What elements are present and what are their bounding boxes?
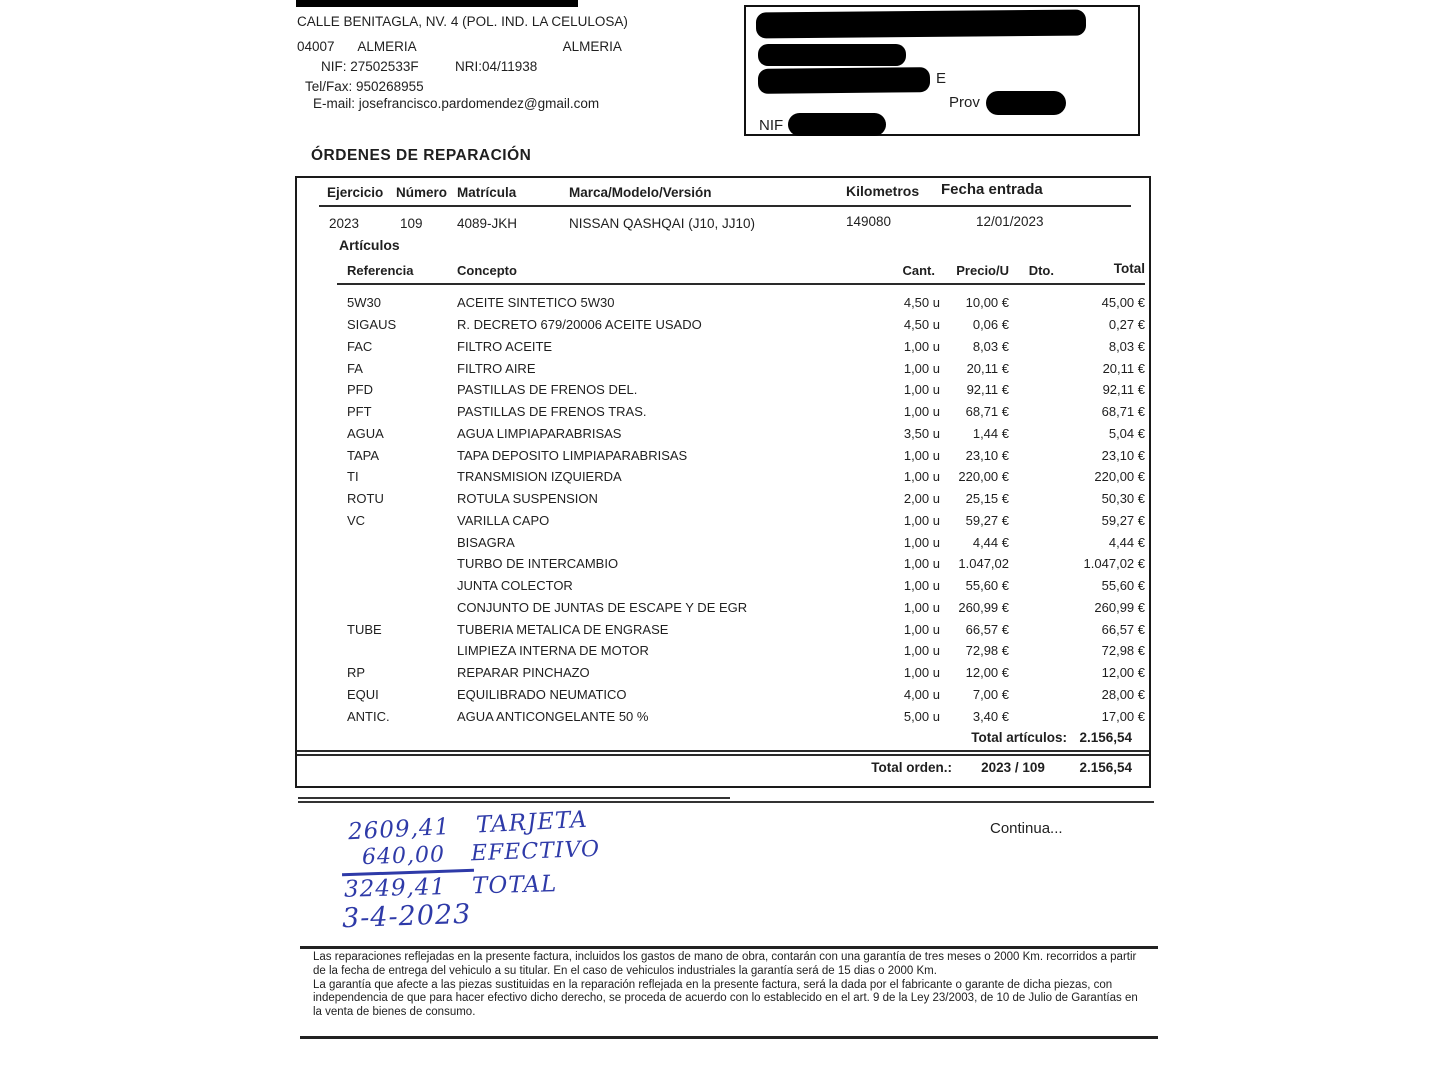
order-kilometros: 149080 xyxy=(846,214,892,229)
article-cant: 1,00 u xyxy=(903,338,940,354)
articles-header-precio: Precio/U xyxy=(956,263,1009,278)
article-row xyxy=(297,684,1149,706)
article-precio: 20,11 € xyxy=(966,360,1009,376)
divider xyxy=(297,750,1149,752)
redaction-bar xyxy=(758,67,930,94)
article-precio: 8,03 € xyxy=(972,338,1009,354)
article-total: 8,03 € xyxy=(1108,338,1145,354)
legal-text xyxy=(313,951,1145,1020)
article-ref: FA xyxy=(347,360,363,376)
article-concepto: PASTILLAS DE FRENOS DEL. xyxy=(457,382,638,398)
articles-header-concepto: Concepto xyxy=(457,263,517,278)
total-orden-value: 2.156,54 xyxy=(1079,760,1132,775)
article-precio: 3,40 € xyxy=(972,708,1009,724)
total-orden-label: Total orden.: xyxy=(871,760,952,775)
divider xyxy=(300,1036,1158,1039)
article-total: 17,00 € xyxy=(1101,708,1145,724)
articles-rows xyxy=(297,292,1149,727)
article-cant: 4,50 u xyxy=(903,295,940,311)
col-header-kilometros: Kilometros xyxy=(846,183,920,199)
article-concepto: JUNTA COLECTOR xyxy=(457,578,573,594)
article-cant: 1,00 u xyxy=(903,599,940,615)
article-row xyxy=(297,314,1149,336)
handwriting-label: TOTAL xyxy=(471,871,558,900)
article-ref: TUBE xyxy=(347,621,382,637)
total-articulos-value: 2.156,54 xyxy=(1079,730,1132,745)
handwriting-date: 3-4-2023 xyxy=(341,898,472,935)
repair-order-box xyxy=(295,176,1151,788)
page-title: ÓRDENES DE REPARACIÓN xyxy=(311,147,532,164)
article-total: 55,60 € xyxy=(1101,578,1145,594)
order-marca-modelo: NISSAN QASHQAI (J10, JJ10) xyxy=(569,216,756,231)
customer-nif-label: NIF xyxy=(759,117,784,134)
article-concepto: CONJUNTO DE JUNTAS DE ESCAPE Y DE EGR xyxy=(457,599,748,615)
nif-label: NIF: xyxy=(321,59,347,74)
article-row xyxy=(297,640,1149,662)
article-total: 220,00 € xyxy=(1094,469,1145,485)
article-total: 66,57 € xyxy=(1101,621,1145,637)
redaction-bar xyxy=(758,44,906,66)
article-precio: 55,60 € xyxy=(965,578,1009,594)
col-header-fecha-entrada: Fecha entrada xyxy=(941,181,1043,198)
article-concepto: ACEITE SINTETICO 5W30 xyxy=(457,295,615,311)
article-precio: 220,00 € xyxy=(958,469,1009,485)
shop-city: ALMERIA xyxy=(357,39,416,54)
handwriting-amount: 2609,41 xyxy=(347,813,451,846)
article-precio: 12,00 € xyxy=(965,665,1009,681)
continua-text: Continua... xyxy=(990,820,1063,837)
shop-postal-code: 04007 xyxy=(297,39,335,54)
article-concepto: TURBO DE INTERCAMBIO xyxy=(457,556,619,572)
article-cant: 3,50 u xyxy=(903,425,940,441)
customer-partial-letter: E xyxy=(936,70,947,87)
article-total: 0,27 € xyxy=(1108,317,1145,333)
article-cant: 1,00 u xyxy=(903,578,940,594)
article-precio: 4,44 € xyxy=(972,534,1009,550)
shop-city-row xyxy=(297,39,717,54)
redaction-bar xyxy=(788,113,886,136)
handwriting-label: EFECTIVO xyxy=(470,836,601,867)
article-concepto: EQUILIBRADO NEUMATICO xyxy=(457,686,627,702)
article-cant: 1,00 u xyxy=(903,360,940,376)
col-header-marca: Marca/Modelo/Versión xyxy=(569,185,712,200)
divider xyxy=(298,797,730,799)
article-concepto: FILTRO AIRE xyxy=(457,360,536,376)
article-cant: 4,00 u xyxy=(903,686,940,702)
shop-province: ALMERIA xyxy=(562,39,622,54)
divider xyxy=(319,205,1131,207)
col-header-ejercicio: Ejercicio xyxy=(327,185,384,200)
legal-paragraph-1: Las reparaciones reflejadas en la presente factura, incluidos los gastos de mano de obra, contarán con una garantía de tres meses o 2000 Km. recorridos a partir de la fecha de entrega del vehiculo a su titular. En el caso de vehiculos industriales la garantía será de 15 dias o 2000 Km. xyxy=(313,951,1137,977)
article-precio: 68,71 € xyxy=(965,404,1009,420)
articles-header-total: Total xyxy=(1113,261,1145,276)
divider xyxy=(298,801,1154,803)
article-ref: SIGAUS xyxy=(347,317,397,333)
article-ref: TAPA xyxy=(347,447,380,463)
telfax-value: 950268955 xyxy=(356,79,424,94)
nri-value: 04/11938 xyxy=(482,59,538,74)
col-header-numero: Número xyxy=(396,185,448,200)
article-row xyxy=(297,292,1149,314)
article-row xyxy=(297,423,1149,445)
article-precio: 7,00 € xyxy=(972,686,1009,702)
customer-prov-label: Prov xyxy=(949,94,980,111)
article-row xyxy=(297,379,1149,401)
article-precio: 92,11 € xyxy=(966,382,1009,398)
article-row xyxy=(297,618,1149,640)
article-cant: 1,00 u xyxy=(903,665,940,681)
article-ref: AGUA xyxy=(347,425,384,441)
article-total: 68,71 € xyxy=(1101,404,1145,420)
article-cant: 1,00 u xyxy=(903,404,940,420)
article-precio: 25,15 € xyxy=(965,491,1009,507)
article-concepto: AGUA LIMPIAPARABRISAS xyxy=(457,425,622,441)
customer-box xyxy=(744,5,1140,136)
article-ref: 5W30 xyxy=(347,295,381,311)
handwriting-line-total xyxy=(344,871,558,903)
article-ref: ANTIC. xyxy=(347,708,390,724)
article-row xyxy=(297,444,1149,466)
email-label: E-mail: xyxy=(313,96,356,111)
article-ref: VC xyxy=(347,512,366,528)
article-concepto: VARILLA CAPO xyxy=(457,512,550,528)
shop-address: CALLE BENITAGLA, NV. 4 (POL. IND. LA CELULOSA) xyxy=(297,14,628,29)
nif-value: 27502533F xyxy=(350,59,419,74)
nri-label: NRI: xyxy=(455,59,482,74)
article-ref: RP xyxy=(347,665,366,681)
article-cant: 4,50 u xyxy=(903,317,940,333)
article-ref: TI xyxy=(347,469,359,485)
article-concepto: R. DECRETO 679/20006 ACEITE USADO xyxy=(457,317,702,333)
divider xyxy=(297,754,1149,756)
articles-header-cant: Cant. xyxy=(902,263,935,278)
article-concepto: FILTRO ACEITE xyxy=(457,338,553,354)
article-total: 59,27 € xyxy=(1101,512,1145,528)
article-cant: 1,00 u xyxy=(903,512,940,528)
email-value: josefrancisco.pardomendez@gmail.com xyxy=(358,96,600,111)
article-ref: PFT xyxy=(347,404,372,420)
article-total: 4,44 € xyxy=(1108,534,1145,550)
article-cant: 1,00 u xyxy=(903,382,940,398)
legal-paragraph-2: La garantía que afecte a las piezas sustituidas en la reparación reflejada en la presente factura, será la dada por el fabricante o garante de dicha piezas, con independencia de que para hacer efectivo dicho derecho, se proceda de acuerdo con lo establecido en el art. 9 de la Ley 23/2003, de 10 de Julio de Garantías en la venta de bienes de consumo. xyxy=(313,978,1138,1019)
handwriting-amount: 3249,41 xyxy=(343,874,447,903)
article-concepto: TUBERIA METALICA DE ENGRASE xyxy=(457,621,669,637)
shop-telfax-row xyxy=(305,79,424,94)
article-precio: 66,57 € xyxy=(965,621,1009,637)
article-row xyxy=(297,357,1149,379)
article-precio: 10,00 € xyxy=(965,295,1009,311)
article-row xyxy=(297,662,1149,684)
article-cant: 1,00 u xyxy=(903,534,940,550)
article-total: 1.047,02 € xyxy=(1083,556,1145,572)
article-cant: 1,00 u xyxy=(903,643,940,659)
article-cant: 1,00 u xyxy=(903,556,940,572)
article-row xyxy=(297,401,1149,423)
article-total: 72,98 € xyxy=(1101,643,1145,659)
article-concepto: PASTILLAS DE FRENOS TRAS. xyxy=(457,404,647,420)
divider xyxy=(300,946,1158,949)
handwriting-label: TARJETA xyxy=(475,806,589,839)
divider xyxy=(337,283,1145,285)
article-concepto: AGUA ANTICONGELANTE 50 % xyxy=(457,708,649,724)
article-concepto: REPARAR PINCHAZO xyxy=(457,665,590,681)
article-row xyxy=(297,531,1149,553)
total-orden-ref: 2023 / 109 xyxy=(981,760,1045,775)
article-total: 45,00 € xyxy=(1101,295,1145,311)
article-row xyxy=(297,575,1149,597)
article-row xyxy=(297,510,1149,532)
article-cant: 1,00 u xyxy=(903,447,940,463)
article-row xyxy=(297,466,1149,488)
articles-title: Artículos xyxy=(339,237,400,253)
article-total: 28,00 € xyxy=(1101,686,1145,702)
order-ejercicio: 2023 xyxy=(329,216,360,231)
article-precio: 0,06 € xyxy=(972,317,1009,333)
article-total: 23,10 € xyxy=(1101,447,1145,463)
article-total: 20,11 € xyxy=(1102,360,1145,376)
article-row xyxy=(297,705,1149,727)
article-concepto: TRANSMISION IZQUIERDA xyxy=(457,469,622,485)
article-precio: 59,27 € xyxy=(965,512,1009,528)
article-row xyxy=(297,488,1149,510)
col-header-matricula: Matrícula xyxy=(457,185,517,200)
article-total: 92,11 € xyxy=(1102,382,1145,398)
articles-header-referencia: Referencia xyxy=(347,263,414,278)
article-cant: 1,00 u xyxy=(903,621,940,637)
article-concepto: TAPA DEPOSITO LIMPIAPARABRISAS xyxy=(457,447,688,463)
order-matricula: 4089-JKH xyxy=(457,216,518,231)
telfax-label: Tel/Fax: xyxy=(305,79,353,94)
article-precio: 260,99 € xyxy=(958,599,1009,615)
article-ref: ROTU xyxy=(347,491,384,507)
article-precio: 1,44 € xyxy=(972,425,1009,441)
order-numero: 109 xyxy=(400,216,423,231)
article-concepto: LIMPIEZA INTERNA DE MOTOR xyxy=(457,643,649,659)
article-precio: 1.047,02 xyxy=(958,556,1009,572)
shop-nri-row xyxy=(455,59,537,74)
article-total: 12,00 € xyxy=(1101,665,1145,681)
order-fecha-entrada: 12/01/2023 xyxy=(976,214,1044,229)
shop-nif-row xyxy=(321,59,419,74)
article-precio: 72,98 € xyxy=(965,643,1009,659)
handwriting-amount: 640,00 xyxy=(361,842,446,871)
article-total: 5,04 € xyxy=(1108,425,1145,441)
shop-email-row xyxy=(313,96,599,111)
article-ref: EQUI xyxy=(347,686,379,702)
redaction-bar xyxy=(296,0,578,7)
article-cant: 1,00 u xyxy=(903,469,940,485)
article-precio: 23,10 € xyxy=(965,447,1009,463)
article-row xyxy=(297,597,1149,619)
redaction-bar xyxy=(986,91,1066,115)
article-cant: 5,00 u xyxy=(903,708,940,724)
article-concepto: ROTULA SUSPENSION xyxy=(457,491,598,507)
article-row xyxy=(297,553,1149,575)
article-concepto: BISAGRA xyxy=(457,534,515,550)
redaction-bar xyxy=(756,10,1086,39)
article-row xyxy=(297,336,1149,358)
articles-header-dto: Dto. xyxy=(1028,263,1054,278)
article-total: 260,99 € xyxy=(1094,599,1145,615)
article-total: 50,30 € xyxy=(1101,491,1145,507)
article-ref: FAC xyxy=(347,338,373,354)
total-articulos-label: Total artículos: xyxy=(971,730,1067,745)
article-ref: PFD xyxy=(347,382,373,398)
article-cant: 2,00 u xyxy=(903,491,940,507)
